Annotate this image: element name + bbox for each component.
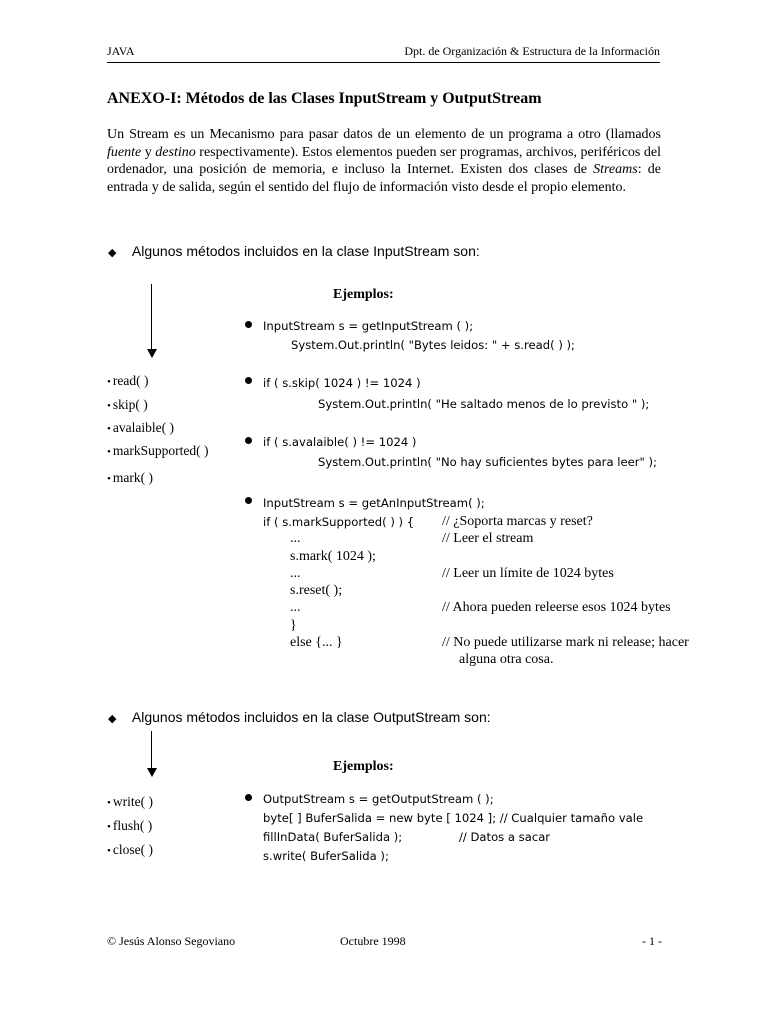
page-title: ANEXO-I: Métodos de las Clases InputStream y OutputStream (107, 90, 542, 107)
ex4-line7-comment: // Ahora pueden releerse esos 1024 bytes (442, 600, 671, 615)
example-bullet-icon (245, 321, 252, 328)
ex2-line1: if ( s.skip( 1024 ) != 1024 ) (263, 376, 421, 390)
intro-part1: Un Stream es un Mecanismo para pasar datos de un elemento de un programa a otro (llamados (107, 127, 661, 142)
input-section-heading (108, 243, 480, 259)
header-left: JAVA (107, 44, 135, 58)
method-flush-label: flush( ) (112, 818, 153, 833)
method-flush: • flush( ) (107, 818, 153, 833)
ex4-line10-comment: alguna otra cosa. (459, 652, 554, 667)
footer-author: © Jesús Alonso Segoviano (107, 934, 236, 948)
out-ex-line2: byte[ ] BuferSalida = new byte [ 1024 ]; // Cualquier tamaño vale (263, 811, 644, 825)
intro-destino: destino (155, 144, 196, 160)
method-marksupported: • markSupported( ) (107, 443, 209, 458)
intro-paragraph (107, 126, 661, 196)
example-bullet-icon (245, 794, 252, 801)
method-read-label: read( ) (112, 373, 149, 388)
method-mark: • mark( ) (107, 470, 153, 485)
diamond-bullet-icon: ◆ (108, 247, 117, 259)
intro-streams: Streams (593, 162, 638, 178)
example-bullet-icon (245, 497, 252, 504)
method-read: • read( ) (107, 373, 149, 388)
method-avalaible: • avalaible( ) (107, 420, 174, 435)
method-write: • write( ) (107, 794, 153, 809)
ex4-line2-code: if ( s.markSupported( ) ) { (263, 515, 415, 529)
header-right: Dpt. de Organización & Estructura de la Información (404, 44, 660, 58)
method-skip-label: skip( ) (112, 397, 148, 412)
ex3-line1: if ( s.avalaible( ) != 1024 ) (263, 435, 417, 449)
input-heading-text: Algunos métodos incluidos en la clase InputStream son: (131, 243, 480, 259)
intro-part2: respectivamente). Estos elementos pueden ser programas, archivos, periféricos del ordenador, una posición de memoria, e incluso la Internet. Existen dos clases de (107, 144, 661, 178)
header-rule (107, 62, 660, 63)
output-heading-text: Algunos métodos incluidos en la clase OutputStream son: (131, 709, 491, 725)
example-bullet-icon (245, 437, 252, 444)
footer-date: Octubre 1998 (340, 934, 406, 948)
out-ex-line4: s.write( BuferSalida ); (263, 849, 389, 863)
method-skip: • skip( ) (107, 397, 148, 412)
ex4-line9-comment: // No puede utilizarse mark ni release; hacer (442, 635, 689, 650)
method-close-label: close( ) (112, 842, 153, 857)
intro-y: y (141, 144, 156, 160)
down-arrow-icon (147, 284, 157, 358)
out-ex-line3-comment: // Datos a sacar (459, 830, 551, 844)
method-marksupported-label: markSupported( ) (112, 443, 209, 458)
ex4-line5-comment: // Leer un límite de 1024 bytes (442, 566, 614, 581)
method-mark-label: mark( ) (112, 470, 153, 485)
intro-fuente: fuente (107, 144, 142, 160)
down-arrow-icon (147, 731, 157, 777)
footer-page-number: - 1 - (642, 934, 662, 948)
diamond-bullet-icon: ◆ (108, 713, 117, 725)
examples-label-input: Ejemplos: (333, 287, 394, 302)
method-avalaible-label: avalaible( ) (112, 420, 174, 435)
method-write-label: write( ) (112, 794, 153, 809)
ex3-line2: System.Out.println( "No hay suficientes bytes para leer" ); (318, 455, 657, 469)
ex1-line1: InputStream s = getInputStream ( ); (263, 319, 474, 333)
output-section-heading (108, 709, 491, 725)
out-ex-line1: OutputStream s = getOutputStream ( ); (263, 792, 494, 806)
ex4-line6-code: s.reset( ); (290, 583, 343, 598)
ex4-line2-comment: // ¿Soporta marcas y reset? (442, 514, 593, 529)
ex4-line3-comment: // Leer el stream (442, 531, 534, 546)
ex4-line8-code: } (290, 618, 297, 633)
ex4-line1: InputStream s = getAnInputStream( ); (263, 496, 485, 510)
ex4-line4-code: s.mark( 1024 ); (290, 549, 376, 564)
ex4-line3-code: ... (290, 531, 301, 546)
ex4-line5-code: ... (290, 566, 301, 581)
example-bullet-icon (245, 377, 252, 384)
ex2-line2: System.Out.println( "He saltado menos de lo previsto " ); (318, 397, 650, 411)
intro-part3: : de entrada y de salida, según el sentido del flujo de información visto desde el propio elemento. (107, 162, 661, 195)
ex4-line9-code: else {... } (290, 635, 343, 650)
ex4-line7-code: ... (290, 600, 301, 615)
examples-label-output: Ejemplos: (333, 759, 394, 774)
ex1-line2: System.Out.println( "Bytes leidos: " + s.read( ) ); (291, 338, 575, 352)
out-ex-line3-code: fillInData( BuferSalida ); (263, 830, 403, 844)
method-close: • close( ) (107, 842, 153, 857)
